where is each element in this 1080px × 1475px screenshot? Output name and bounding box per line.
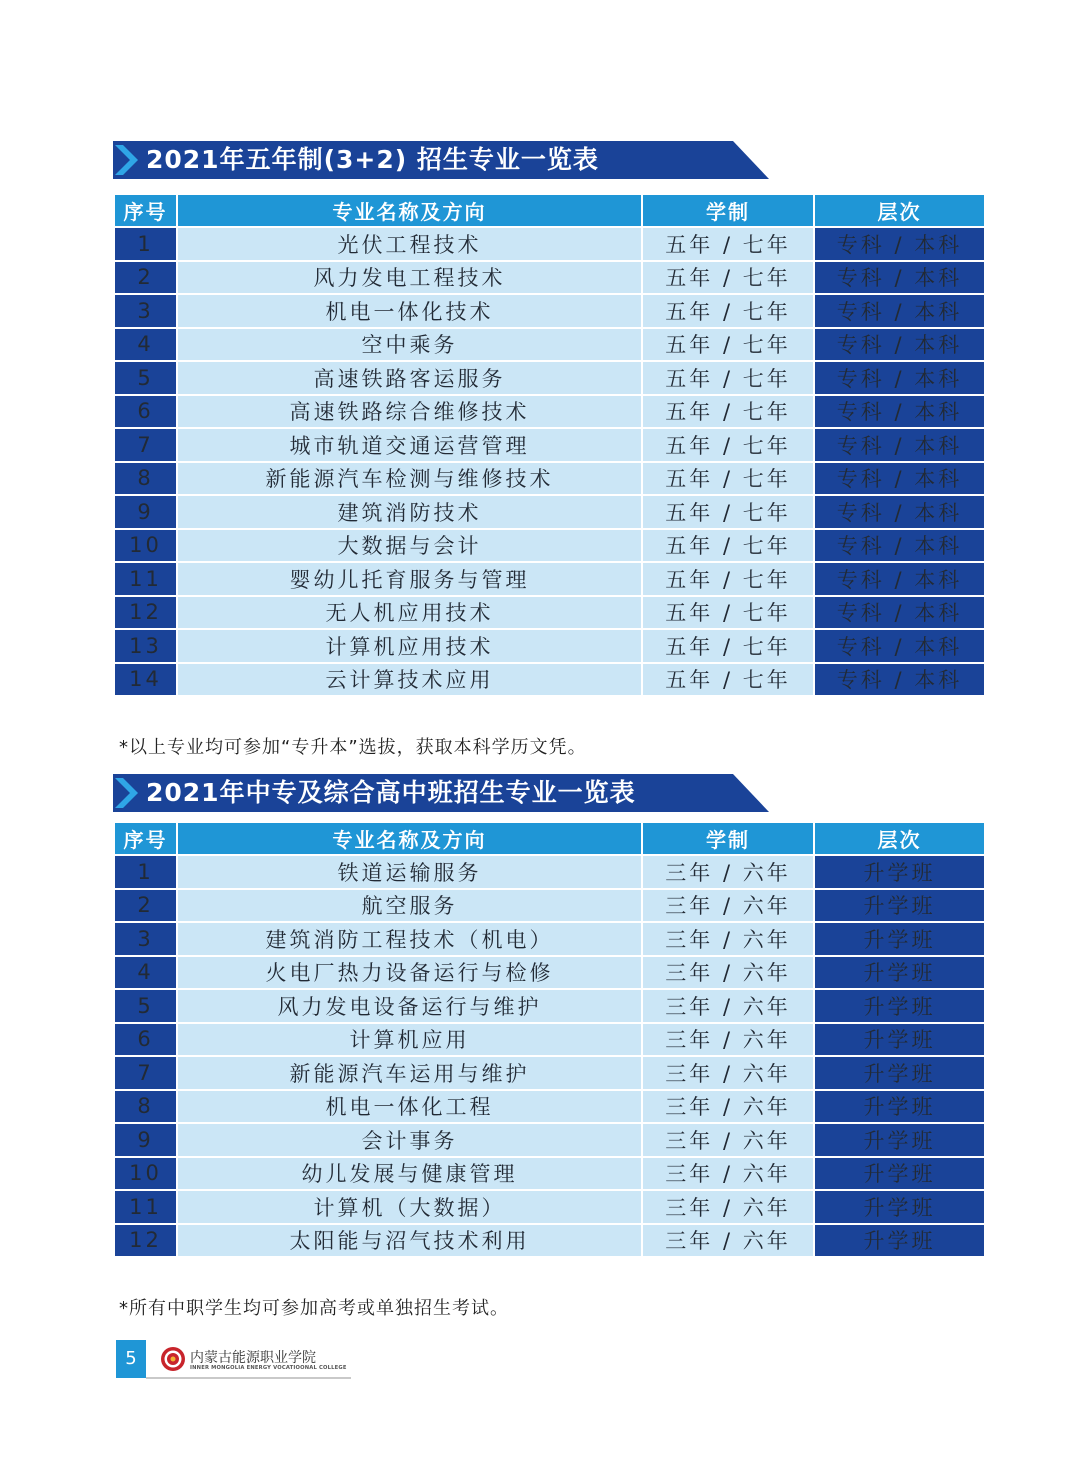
major-name: 新能源汽车运用与维护 (177, 1056, 642, 1090)
table-row (114, 1157, 985, 1191)
major-name: 建筑消防技术 (177, 495, 642, 529)
duration: 五年 / 七年 (642, 261, 814, 295)
major-name: 航空服务 (177, 889, 642, 923)
duration: 三年 / 六年 (642, 989, 814, 1023)
duration: 五年 / 七年 (642, 395, 814, 429)
major-name: 幼儿发展与健康管理 (177, 1157, 642, 1191)
major-name: 光伏工程技术 (177, 227, 642, 261)
duration: 三年 / 六年 (642, 1157, 814, 1191)
duration: 五年 / 七年 (642, 294, 814, 328)
level: 升学班 (814, 1224, 985, 1258)
major-name: 机电一体化技术 (177, 294, 642, 328)
duration: 三年 / 六年 (642, 956, 814, 990)
table-row (114, 294, 985, 328)
level: 专科 / 本科 (814, 428, 985, 462)
row-number: 12 (114, 596, 177, 630)
table-row (114, 989, 985, 1023)
section1-note: *以上专业均可参加“专升本”选拔，获取本科学历文凭。 (119, 737, 587, 758)
header-duration: 学制 (642, 194, 814, 227)
table-row (114, 1123, 985, 1157)
table-row (114, 956, 985, 990)
section2-title-banner (113, 774, 769, 812)
duration: 五年 / 七年 (642, 328, 814, 362)
major-name: 铁道运输服务 (177, 855, 642, 889)
duration: 五年 / 七年 (642, 428, 814, 462)
row-number: 4 (114, 956, 177, 990)
level: 升学班 (814, 956, 985, 990)
level: 专科 / 本科 (814, 294, 985, 328)
major-name: 高速铁路客运服务 (177, 361, 642, 395)
table-row (114, 261, 985, 295)
row-number: 1 (114, 227, 177, 261)
level: 升学班 (814, 855, 985, 889)
level: 专科 / 本科 (814, 261, 985, 295)
duration: 三年 / 六年 (642, 855, 814, 889)
section1-title: 2021年五年制(3+2) 招生专业一览表 (146, 145, 599, 174)
major-name: 城市轨道交通运营管理 (177, 428, 642, 462)
major-name: 建筑消防工程技术（机电） (177, 922, 642, 956)
duration: 五年 / 七年 (642, 663, 814, 697)
table-row (114, 361, 985, 395)
college-name: 内蒙古能源职业学院 (190, 1350, 316, 1366)
row-number: 8 (114, 1090, 177, 1124)
level: 升学班 (814, 889, 985, 923)
major-name: 云计算技术应用 (177, 663, 642, 697)
level: 升学班 (814, 1090, 985, 1124)
row-number: 7 (114, 1056, 177, 1090)
row-number: 6 (114, 395, 177, 429)
table-header-row (114, 194, 985, 227)
major-name: 高速铁路综合维修技术 (177, 395, 642, 429)
page-number: 5 (116, 1340, 146, 1378)
table-row (114, 1090, 985, 1124)
page-footer (116, 1340, 356, 1380)
duration: 三年 / 六年 (642, 1023, 814, 1057)
header-major-name: 专业名称及方向 (177, 194, 642, 227)
section1-title-banner (113, 141, 769, 179)
major-name: 无人机应用技术 (177, 596, 642, 630)
header-duration: 学制 (642, 822, 814, 855)
level: 专科 / 本科 (814, 395, 985, 429)
table-row (114, 1190, 985, 1224)
row-number: 3 (114, 294, 177, 328)
level: 专科 / 本科 (814, 495, 985, 529)
duration: 五年 / 七年 (642, 361, 814, 395)
level: 专科 / 本科 (814, 529, 985, 563)
level: 升学班 (814, 989, 985, 1023)
row-number: 10 (114, 1157, 177, 1191)
table-row (114, 328, 985, 362)
table-row (114, 889, 985, 923)
footer-divider (146, 1377, 351, 1379)
secondary-school-majors-table (113, 821, 986, 1258)
table-row (114, 596, 985, 630)
duration: 三年 / 六年 (642, 1056, 814, 1090)
row-number: 13 (114, 629, 177, 663)
row-number: 3 (114, 922, 177, 956)
level: 专科 / 本科 (814, 629, 985, 663)
row-number: 12 (114, 1224, 177, 1258)
row-number: 11 (114, 1190, 177, 1224)
duration: 五年 / 七年 (642, 562, 814, 596)
duration: 三年 / 六年 (642, 1090, 814, 1124)
major-name: 新能源汽车检测与维修技术 (177, 462, 642, 496)
table-row (114, 629, 985, 663)
duration: 三年 / 六年 (642, 1123, 814, 1157)
major-name: 空中乘务 (177, 328, 642, 362)
level: 专科 / 本科 (814, 462, 985, 496)
table-row (114, 855, 985, 889)
table-row (114, 1056, 985, 1090)
row-number: 9 (114, 495, 177, 529)
header-major-name: 专业名称及方向 (177, 822, 642, 855)
major-name: 大数据与会计 (177, 529, 642, 563)
college-name-english: INNER MONGOLIA ENERGY VOCATIOONAL COLLEGE (190, 1365, 347, 1371)
major-name: 计算机应用 (177, 1023, 642, 1057)
five-year-majors-table (113, 193, 986, 697)
duration: 五年 / 七年 (642, 596, 814, 630)
major-name: 婴幼儿托育服务与管理 (177, 562, 642, 596)
row-number: 11 (114, 562, 177, 596)
major-name: 机电一体化工程 (177, 1090, 642, 1124)
level: 升学班 (814, 1056, 985, 1090)
row-number: 4 (114, 328, 177, 362)
duration: 三年 / 六年 (642, 889, 814, 923)
major-name: 风力发电工程技术 (177, 261, 642, 295)
major-name: 太阳能与沼气技术利用 (177, 1224, 642, 1258)
duration: 三年 / 六年 (642, 1190, 814, 1224)
table-row (114, 428, 985, 462)
table-row (114, 462, 985, 496)
row-number: 10 (114, 529, 177, 563)
table-row (114, 1224, 985, 1258)
level: 升学班 (814, 1190, 985, 1224)
row-number: 1 (114, 855, 177, 889)
table-row (114, 495, 985, 529)
header-level: 层次 (814, 194, 985, 227)
header-no: 序号 (114, 194, 177, 227)
level: 专科 / 本科 (814, 663, 985, 697)
level: 升学班 (814, 922, 985, 956)
level: 升学班 (814, 1023, 985, 1057)
table-row (114, 922, 985, 956)
level: 专科 / 本科 (814, 596, 985, 630)
table-row (114, 1023, 985, 1057)
row-number: 6 (114, 1023, 177, 1057)
duration: 五年 / 七年 (642, 629, 814, 663)
level: 专科 / 本科 (814, 227, 985, 261)
header-no: 序号 (114, 822, 177, 855)
row-number: 9 (114, 1123, 177, 1157)
row-number: 8 (114, 462, 177, 496)
duration: 三年 / 六年 (642, 922, 814, 956)
duration: 五年 / 七年 (642, 227, 814, 261)
level: 升学班 (814, 1157, 985, 1191)
duration: 五年 / 七年 (642, 462, 814, 496)
major-name: 火电厂热力设备运行与检修 (177, 956, 642, 990)
table-row (114, 227, 985, 261)
table-row (114, 529, 985, 563)
row-number: 5 (114, 361, 177, 395)
table-header-row (114, 822, 985, 855)
level: 专科 / 本科 (814, 361, 985, 395)
section2-title: 2021年中专及综合高中班招生专业一览表 (146, 778, 636, 807)
major-name: 风力发电设备运行与维护 (177, 989, 642, 1023)
header-level: 层次 (814, 822, 985, 855)
major-name: 计算机应用技术 (177, 629, 642, 663)
duration: 三年 / 六年 (642, 1224, 814, 1258)
major-name: 会计事务 (177, 1123, 642, 1157)
row-number: 2 (114, 889, 177, 923)
section2-note: *所有中职学生均可参加高考或单独招生考试。 (119, 1298, 509, 1319)
level: 专科 / 本科 (814, 328, 985, 362)
row-number: 2 (114, 261, 177, 295)
table-row (114, 562, 985, 596)
level: 升学班 (814, 1123, 985, 1157)
major-name: 计算机（大数据） (177, 1190, 642, 1224)
row-number: 14 (114, 663, 177, 697)
row-number: 7 (114, 428, 177, 462)
college-logo-icon (160, 1346, 186, 1372)
level: 专科 / 本科 (814, 562, 985, 596)
duration: 五年 / 七年 (642, 495, 814, 529)
row-number: 5 (114, 989, 177, 1023)
duration: 五年 / 七年 (642, 529, 814, 563)
table-row (114, 395, 985, 429)
table-row (114, 663, 985, 697)
